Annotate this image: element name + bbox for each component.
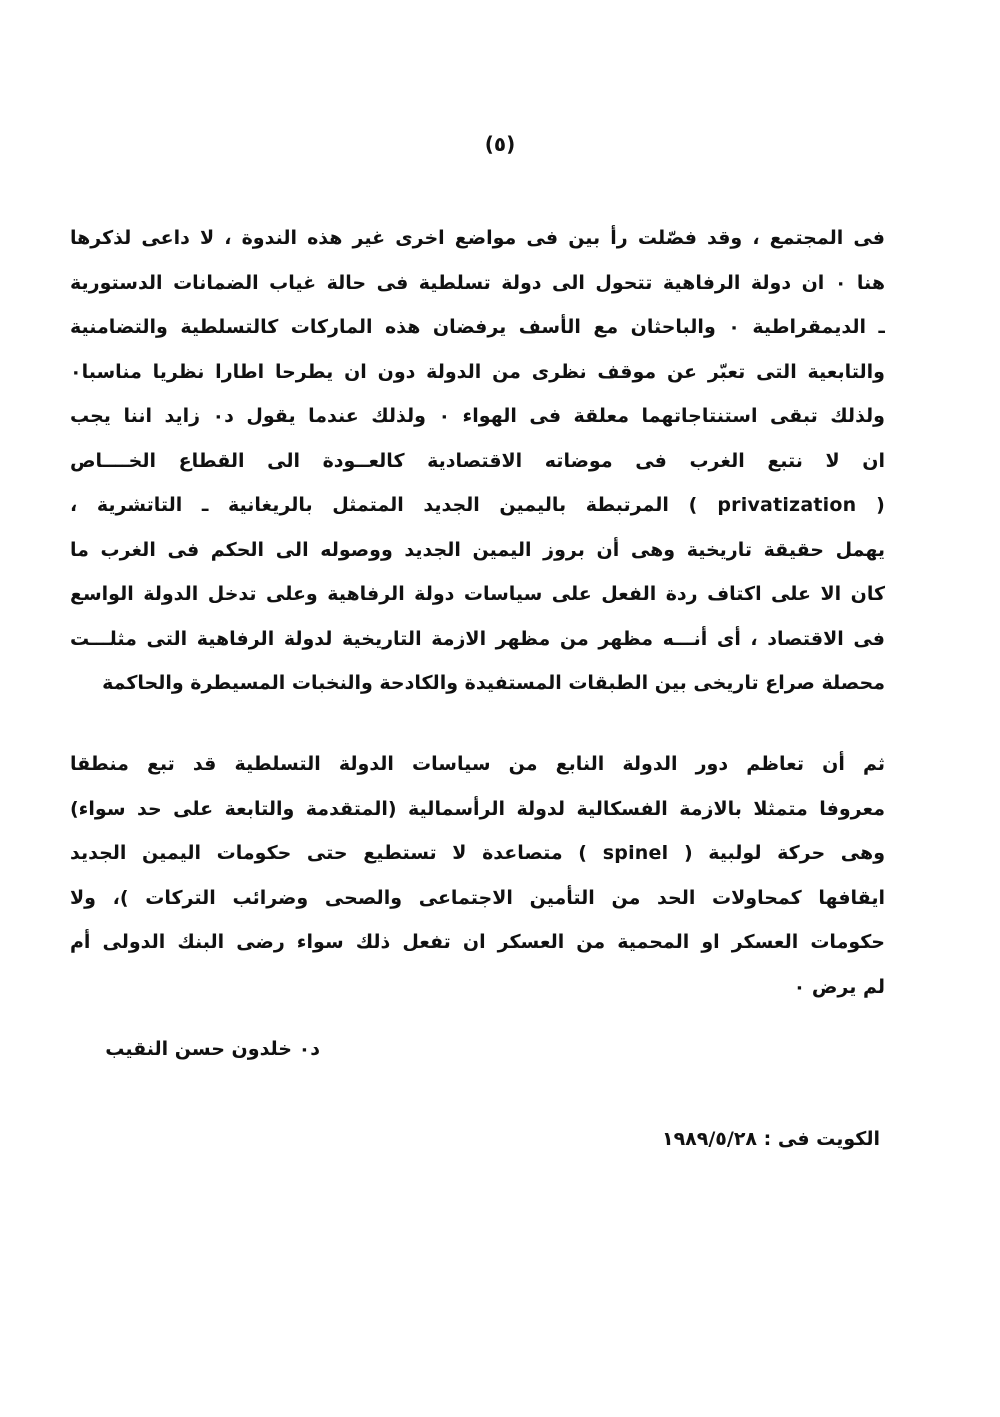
paragraph-line: وهى حركة لولبية ( spinel ) متصاعدة لا تستطيع حتى حكومات اليمين الجديد (70, 842, 885, 864)
page-number: (٥) (484, 132, 516, 156)
paragraph-1 (70, 216, 885, 706)
paragraph-line: ـ الديمقراطية ٠ والباحثان مع الأسف يرفضان هذه الماركات كالتسلطية والتضامنية (70, 316, 885, 338)
paragraph-line: ان لا نتبع الغرب فى موضاته الاقتصادية كالعــودة الى القطاع الخــــاص (70, 449, 885, 472)
paragraph-line: ولذلك تبقى استنتاجاتهما معلقة فى الهواء ٠ ولذلك عندما يقول د٠ زايد اننا يجب (70, 405, 885, 427)
paragraph-line: لم يرض ٠ (793, 975, 885, 998)
place-date: الكويت فى : ١٩٨٩/٥/٢٨ (661, 1128, 880, 1150)
paragraph-line: فى المجتمع ، وقد فصّلت رأ بين فى مواضع اخرى غير هذه الندوة ، لا داعى لذكرها (70, 227, 885, 249)
paragraph-line: ( privatization ) المرتبطة باليمين الجديد المتمثل بالريغانية ـ التاتشرية ، (70, 494, 885, 516)
paragraph-line: ايقافها كمحاولات الحد من التأمين الاجتماعى والصحى وضرائب التركات )، ولا (70, 886, 885, 909)
paragraph-line: فى الاقتصاد ، أى أنـــه مظهر من مظهر الازمة التاريخية لدولة الرفاهية التى مثلـــت (70, 627, 885, 650)
paragraph-2 (70, 742, 885, 1009)
paragraph-line: والتابعية التى تعبّر عن موقف نظرى من الدولة دون ان يطرحا اطارا نظريا مناسبا٠ (70, 360, 885, 383)
paragraph-line: يهمل حقيقة تاريخية وهى أن بروز اليمين الجديد ووصوله الى الحكم فى الغرب ما (70, 538, 885, 561)
paragraph-line: هنا ٠ ان دولة الرفاهية تتحول الى دولة تسلطية فى حالة غياب الضمانات الدستورية (70, 271, 885, 294)
paragraph-line: معروفا متمثلا بالازمة الفسكالية لدولة الرأسمالية (المتقدمة والتابعة على حد سواء) (70, 797, 885, 820)
author-signature: د٠ خلدون حسن النقيب (105, 1038, 320, 1060)
paragraph-line: محصلة صراع تاريخى بين الطبقات المستفيدة والكادحة والنخبات المسيطرة والحاكمة (102, 672, 885, 694)
paragraph-line: ثم أن تعاظم دور الدولة النابع من سياسات الدولة التسلطية قد تبع منطقا (70, 753, 885, 775)
paragraph-line: حكومات العسكر او المحمية من العسكر ان تفعل ذلك سواء رضى البنك الدولى أم (70, 931, 885, 953)
paragraph-line: كان الا على اكتاف ردة الفعل على سياسات دولة الرفاهية وعلى تدخل الدولة الواسع (70, 583, 885, 605)
